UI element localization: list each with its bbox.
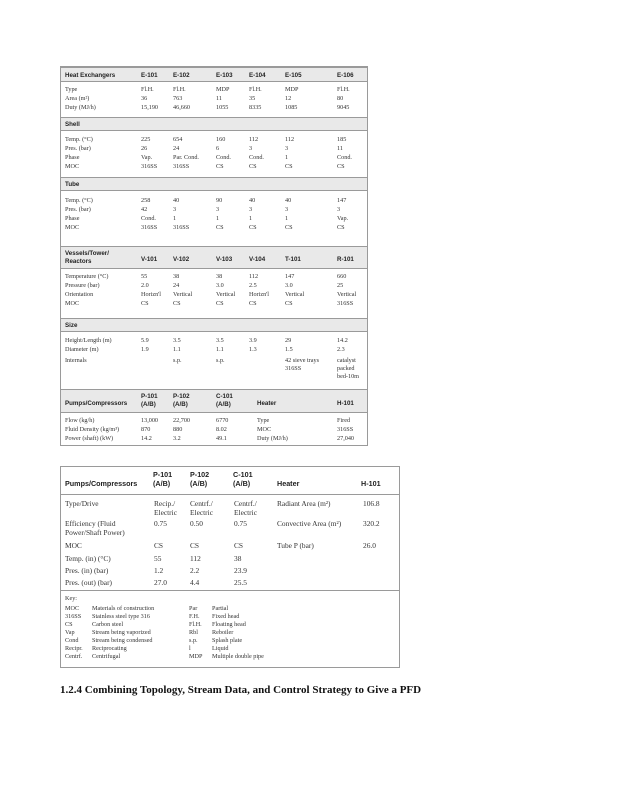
key-desc: Materials of construction	[92, 605, 155, 612]
table-cell: 316SS	[337, 300, 354, 307]
table-cell: 2.2	[190, 566, 200, 575]
row-label: Pres. (bar)	[65, 145, 91, 152]
key-abbr: MDP	[189, 653, 203, 660]
table-cell: 147	[285, 273, 295, 280]
row-label: Pressure (bar)	[65, 282, 100, 289]
header-cell: E-101	[141, 72, 158, 79]
table-cell: MDP	[285, 86, 299, 93]
table-cell: 38	[173, 273, 180, 280]
table-cell: Fl.H.	[173, 86, 186, 93]
header-cell: Reactors	[65, 258, 92, 265]
table-cell: 258	[141, 197, 151, 204]
row-label: Fluid Density (kg/m³)	[65, 426, 120, 433]
table-cell: 1	[285, 154, 289, 161]
table-cell: 6770	[216, 417, 229, 424]
header-cell: H-101	[361, 479, 381, 488]
table-cell: Horizn'l	[141, 291, 162, 298]
table-cell: Tube P (bar)	[277, 541, 314, 550]
key-abbr: F.H.	[189, 613, 200, 620]
section-heading: 1.2.4 Combining Topology, Stream Data, and Control Strategy to Give a PFD	[60, 684, 422, 696]
equipment-summary-table	[60, 66, 368, 446]
header-cell: (A/B)	[233, 479, 251, 488]
header-cell: P-101	[153, 470, 173, 479]
table-cell: 1.9	[141, 346, 149, 353]
table-cell: 15,190	[141, 104, 159, 111]
table-cell: 185	[337, 136, 347, 143]
table-cell: Electric	[234, 508, 257, 517]
row-label: Temp. (in) (°C)	[65, 554, 111, 563]
pumps-heater-table	[60, 466, 400, 668]
header-cell: Heater	[257, 400, 277, 407]
row-label: Phase	[65, 215, 80, 222]
table-cell: CS	[285, 300, 293, 307]
key-desc: Stream being condensed	[92, 637, 153, 644]
row-label: MOC	[65, 541, 82, 550]
table-cell: CS	[285, 224, 293, 231]
table-cell: 40	[249, 197, 256, 204]
table-cell: CS	[249, 163, 257, 170]
table-cell: CS	[216, 300, 224, 307]
table-cell: 1.2	[154, 566, 164, 575]
table-cell: 1.3	[249, 346, 257, 353]
table-cell: Cond.	[216, 154, 231, 161]
table-cell: CS	[249, 300, 257, 307]
header-cell: (A/B)	[190, 479, 208, 488]
table-cell: s.p.	[173, 357, 182, 364]
key-abbr: Vap	[65, 629, 75, 636]
key-title: Key:	[65, 595, 78, 602]
header-cell: V-101	[141, 256, 158, 263]
table-cell: Vertical	[285, 291, 305, 298]
key-desc: Carbon steel	[92, 621, 124, 628]
row-label: Duty (MJ/h)	[65, 104, 96, 111]
table-cell: 106.8	[363, 499, 380, 508]
table-cell: 1.5	[285, 346, 293, 353]
header-cell: Tube	[65, 181, 80, 188]
table-cell: Vertical	[216, 291, 236, 298]
table-cell: CS	[249, 224, 257, 231]
table-cell: 3.5	[216, 337, 224, 344]
table-cell: CS	[154, 541, 164, 550]
table-cell: 14.2	[337, 337, 348, 344]
table-cell: 26.0	[363, 541, 376, 550]
header-cell: E-103	[216, 72, 233, 79]
table-cell: 24	[173, 282, 180, 289]
key-abbr: Centrf.	[65, 653, 83, 660]
table-cell: MDP	[216, 86, 230, 93]
header-cell: P-102	[190, 470, 210, 479]
row-divider	[61, 590, 399, 591]
key-abbr: Rbl	[189, 629, 198, 636]
header-cell: Vessels/Tower/	[65, 250, 109, 257]
table-cell: 1085	[285, 104, 298, 111]
table-cell: Centrf./	[234, 499, 257, 508]
shell-section-row	[61, 117, 367, 131]
table-cell: 5.9	[141, 337, 149, 344]
table-cell: 6	[216, 145, 220, 152]
table-cell: 3	[285, 145, 289, 152]
row-label: Area (m²)	[65, 95, 90, 102]
table-cell: 316SS	[337, 426, 354, 433]
table-cell: 11	[216, 95, 222, 102]
header-cell: C-101	[216, 393, 233, 400]
table-cell: CS	[285, 163, 293, 170]
table-cell: Duty (MJ/h)	[257, 435, 288, 442]
table-cell: 29	[285, 337, 292, 344]
key-desc: Liquid	[212, 645, 229, 652]
header-cell: E-102	[173, 72, 190, 79]
key-desc: Partial	[212, 605, 229, 612]
key-desc: Stainless steel type 316	[92, 613, 150, 620]
row-label: Internals	[65, 357, 87, 364]
table-cell: 49.1	[216, 435, 227, 442]
table-cell: 11	[337, 145, 343, 152]
table-cell: Vertical	[337, 291, 357, 298]
hx-header-row	[61, 67, 367, 82]
table-cell: MOC	[257, 426, 272, 433]
header-cell: V-104	[249, 256, 266, 263]
table-cell: 25.5	[234, 578, 247, 587]
table-cell: 160	[216, 136, 226, 143]
table-cell: 46,660	[173, 104, 191, 111]
table-cell: packed	[337, 365, 355, 372]
table-cell: Type	[257, 417, 270, 424]
key-desc: Centrifugal	[92, 653, 121, 660]
header-cell: V-102	[173, 256, 190, 263]
table-cell: 36	[141, 95, 148, 102]
table-cell: 27,040	[337, 435, 355, 442]
table-cell: Electric	[190, 508, 213, 517]
header-cell: C-101	[233, 470, 253, 479]
key-desc: Fixed head	[212, 613, 240, 620]
table-cell: 2.0	[141, 282, 149, 289]
header-cell: H-101	[337, 400, 354, 407]
table-cell: Recip./	[154, 499, 176, 508]
table-cell: 0.75	[234, 519, 247, 528]
table-cell: 23.9	[234, 566, 247, 575]
table-cell: 35	[249, 95, 256, 102]
table-cell: 147	[337, 197, 347, 204]
pumps-header-row	[61, 467, 399, 495]
row-label: MOC	[65, 300, 80, 307]
header-cell: Shell	[65, 121, 80, 128]
pump-header-row	[61, 389, 367, 413]
header-cell: (A/B)	[141, 401, 156, 408]
table-cell: CS	[337, 163, 345, 170]
header-cell: E-104	[249, 72, 266, 79]
table-cell: Fl.H.	[141, 86, 154, 93]
row-label: Pres. (bar)	[65, 206, 91, 213]
table-cell: 3	[285, 206, 289, 213]
table-cell: 112	[249, 136, 259, 143]
row-label: Flow (kg/h)	[65, 417, 95, 424]
table-cell: Vap.	[141, 154, 153, 161]
table-cell: 13,000	[141, 417, 159, 424]
header-cell: (A/B)	[153, 479, 171, 488]
table-cell: 3.0	[285, 282, 293, 289]
table-cell: 316SS	[173, 163, 190, 170]
key-desc: Reboiler	[212, 629, 234, 636]
table-cell: 1	[216, 215, 220, 222]
table-cell: 3	[337, 206, 341, 213]
row-label: Pres. (in) (bar)	[65, 566, 109, 575]
row-label: Pres. (out) (bar)	[65, 578, 112, 587]
table-cell: 2.5	[249, 282, 257, 289]
table-cell: 3.9	[249, 337, 257, 344]
table-cell: Cond.	[249, 154, 264, 161]
key-abbr: CS	[65, 621, 73, 628]
row-label: Power/Shaft Power)	[65, 528, 125, 537]
table-cell: 225	[141, 136, 151, 143]
table-cell: Par. Cond.	[173, 154, 199, 161]
vessel-header-row	[61, 246, 367, 269]
header-cell: V-103	[216, 256, 233, 263]
table-cell: 25	[337, 282, 344, 289]
size-section-row	[61, 318, 367, 332]
table-cell: 2.3	[337, 346, 345, 353]
table-cell: 42	[141, 206, 148, 213]
key-desc: Floating head	[212, 621, 246, 628]
key-abbr: Par	[189, 605, 198, 612]
table-cell: 0.50	[190, 519, 203, 528]
header-cell: (A/B)	[216, 401, 231, 408]
table-cell: 42 sieve trays	[285, 357, 320, 364]
table-cell: CS	[190, 541, 200, 550]
table-cell: 316SS	[285, 365, 302, 372]
table-cell: 3.2	[173, 435, 181, 442]
table-cell: 660	[337, 273, 347, 280]
key-abbr: 316SS	[65, 613, 82, 620]
row-label: Type/Drive	[65, 499, 99, 508]
header-cell: Heat Exchangers	[65, 72, 116, 79]
table-cell: 316SS	[141, 224, 158, 231]
table-cell: Fl.H.	[337, 86, 350, 93]
table-cell: 316SS	[141, 163, 158, 170]
table-cell: 870	[141, 426, 151, 433]
table-cell: 1055	[216, 104, 229, 111]
key-desc: Multiple double pipe	[212, 653, 264, 660]
table-cell: 40	[173, 197, 180, 204]
table-cell: 38	[216, 273, 223, 280]
tube-section-row	[61, 177, 367, 191]
key-abbr: s.p.	[189, 637, 198, 644]
row-label: MOC	[65, 163, 80, 170]
row-label: MOC	[65, 224, 80, 231]
table-cell: CS	[216, 163, 224, 170]
header-cell: (A/B)	[173, 401, 188, 408]
table-cell: bed-10m	[337, 373, 359, 380]
table-cell: 3.0	[216, 282, 224, 289]
table-cell: 0.75	[154, 519, 167, 528]
header-cell: T-101	[285, 256, 301, 263]
header-cell: P-102	[173, 393, 190, 400]
header-cell: Pumps/Compressors	[65, 479, 138, 488]
header-cell: P-101	[141, 393, 158, 400]
table-cell: Vertical	[173, 291, 193, 298]
table-cell: Horizn'l	[249, 291, 270, 298]
key-abbr: Cond	[65, 637, 79, 644]
table-cell: 8335	[249, 104, 262, 111]
table-cell: Radiant Area (m²)	[277, 499, 331, 508]
row-label: Temperature (°C)	[65, 273, 109, 280]
table-cell: 24	[173, 145, 180, 152]
table-cell: 3	[216, 206, 220, 213]
table-cell: 112	[249, 273, 259, 280]
table-cell: Electric	[154, 508, 177, 517]
table-cell: 3	[249, 206, 253, 213]
table-cell: 27.0	[154, 578, 167, 587]
table-cell: Convective Area (m²)	[277, 519, 342, 528]
table-cell: s.p.	[216, 357, 225, 364]
table-cell: 1	[249, 215, 253, 222]
table-cell: 14.2	[141, 435, 152, 442]
table-cell: 80	[337, 95, 344, 102]
table-cell: 55	[141, 273, 148, 280]
table-cell: 9045	[337, 104, 350, 111]
key-desc: Stream being vaporized	[92, 629, 151, 636]
table-cell: CS	[234, 541, 244, 550]
table-cell: 1.1	[173, 346, 181, 353]
table-cell: 316SS	[173, 224, 190, 231]
row-label: Temp. (°C)	[65, 197, 93, 204]
table-cell: 112	[190, 554, 201, 563]
header-cell: Heater	[277, 479, 300, 488]
table-cell: 654	[173, 136, 183, 143]
key-desc: Reciprocating	[92, 645, 127, 652]
table-cell: 55	[154, 554, 162, 563]
table-cell: 8.02	[216, 426, 227, 433]
table-cell: CS	[173, 300, 181, 307]
table-cell: 112	[285, 136, 295, 143]
header-cell: Pumps/Compressors	[65, 400, 128, 407]
table-cell: 1	[173, 215, 177, 222]
table-cell: 90	[216, 197, 223, 204]
row-label: Type	[65, 86, 78, 93]
key-abbr: l	[189, 645, 191, 652]
table-cell: 3	[173, 206, 177, 213]
key-abbr: Recipr.	[65, 645, 83, 652]
table-cell: Fl.H.	[249, 86, 262, 93]
header-cell: R-101	[337, 256, 354, 263]
row-label: Efficiency (Fluid	[65, 519, 116, 528]
table-cell: Vap.	[337, 215, 349, 222]
row-label: Height/Length (m)	[65, 337, 112, 344]
table-cell: 1	[285, 215, 289, 222]
header-cell: E-105	[285, 72, 302, 79]
table-cell: CS	[337, 224, 345, 231]
header-cell: E-106	[337, 72, 354, 79]
row-label: Temp. (°C)	[65, 136, 93, 143]
table-cell: 1.1	[216, 346, 224, 353]
table-cell: catalyst	[337, 357, 356, 364]
row-label: Power (shaft) (kW)	[65, 435, 114, 442]
key-abbr: Fl.H.	[189, 621, 202, 628]
header-cell: Size	[65, 322, 78, 329]
table-cell: Cond.	[141, 215, 156, 222]
table-cell: 3	[249, 145, 253, 152]
key-desc: Splash plate	[212, 637, 243, 644]
table-cell: 763	[173, 95, 183, 102]
table-cell: CS	[141, 300, 149, 307]
table-cell: 26	[141, 145, 148, 152]
key-abbr: MOC	[65, 605, 80, 612]
table-cell: 12	[285, 95, 292, 102]
table-cell: 4.4	[190, 578, 200, 587]
table-cell: 40	[285, 197, 292, 204]
table-cell: Cond.	[337, 154, 352, 161]
table-cell: Fired	[337, 417, 351, 424]
table-cell: 38	[234, 554, 242, 563]
table-cell: 880	[173, 426, 183, 433]
row-label: Phase	[65, 154, 80, 161]
table-cell: 320.2	[363, 519, 380, 528]
table-cell: CS	[216, 224, 224, 231]
table-cell: Centrf./	[190, 499, 213, 508]
table-cell: 22,700	[173, 417, 191, 424]
table-cell: 3.5	[173, 337, 181, 344]
row-label: Orientation	[65, 291, 94, 298]
row-label: Diameter (m)	[65, 346, 99, 353]
